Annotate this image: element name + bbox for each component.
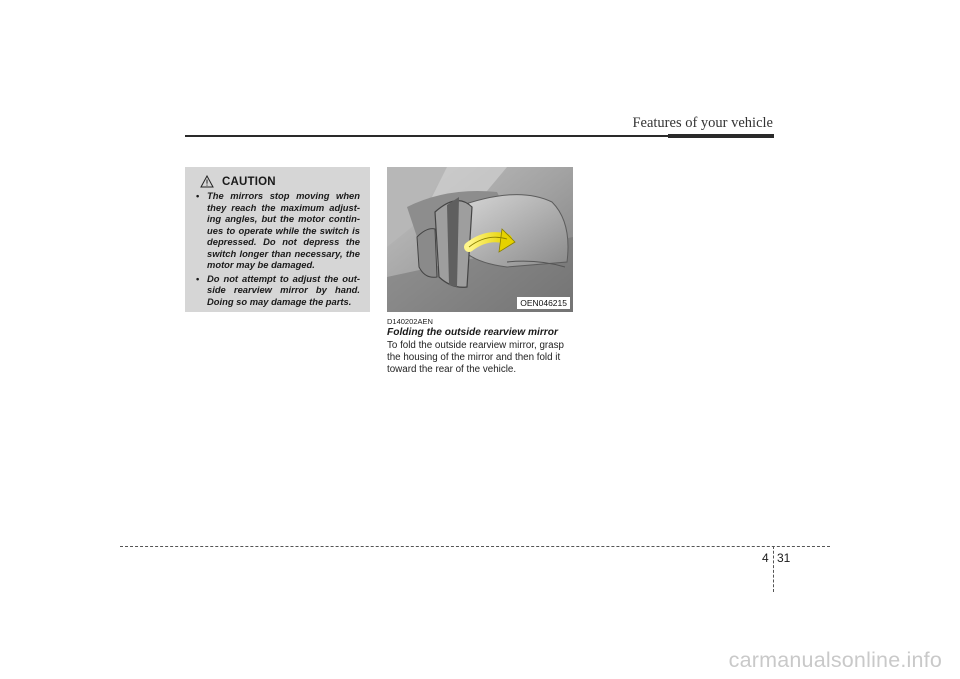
caution-title: CAUTION <box>222 175 276 188</box>
mirror-photo <box>387 167 573 312</box>
section-code: D140202AEN <box>387 317 433 326</box>
caution-item: • The mirrors stop moving when they reach the maximum adjust-ing angles, but the motor contin-ues to operate while the switch is depressed. Do not depress the switch longer than necessary, the motor may be damaged. <box>196 190 360 271</box>
watermark: carmanualsonline.info <box>728 648 942 672</box>
running-header: Features of your vehicle <box>632 115 773 131</box>
section-body: To fold the outside rearview mirror, grasp the housing of the mirror and then fold it toward the rear of the vehicle. <box>387 340 564 375</box>
page-number: 31 <box>777 551 791 565</box>
footer-rule <box>120 546 830 547</box>
folding-mirror-illustration <box>387 167 573 312</box>
warning-triangle-icon <box>200 175 214 188</box>
chapter-number: 4 <box>762 551 769 565</box>
caution-item: • Do not attempt to adjust the out-side rearview mirror by hand. Doing so may damage the parts. <box>196 273 360 308</box>
section-heading: Folding the outside rearview mirror <box>387 327 558 338</box>
caution-list <box>196 190 360 307</box>
caution-box <box>185 167 370 312</box>
figure-code: OEN046215 <box>517 297 570 309</box>
header-rule-accent <box>668 134 774 138</box>
caution-header <box>200 175 360 188</box>
footer-divider <box>773 546 774 592</box>
